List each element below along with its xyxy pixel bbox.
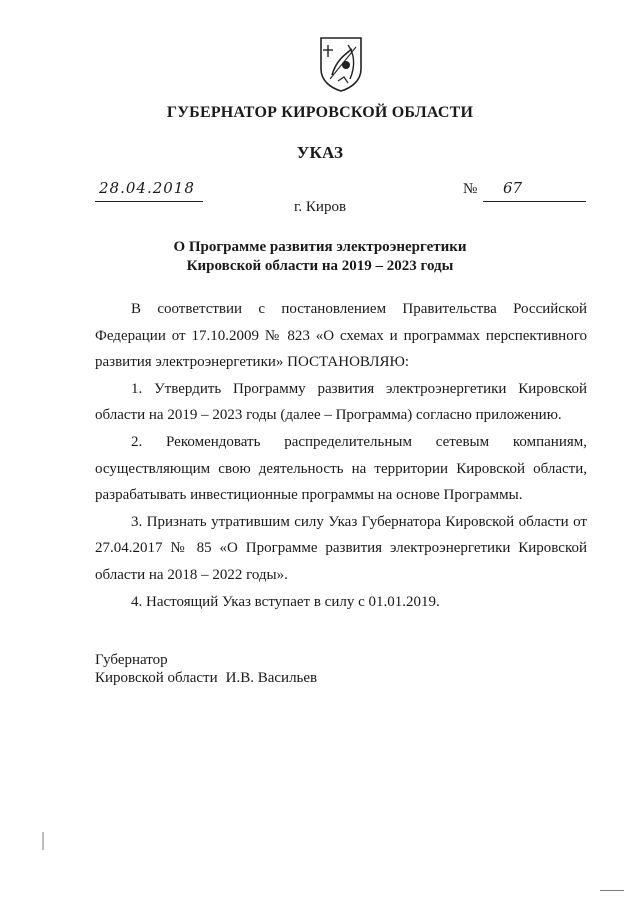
date-value: 28.04.2018 xyxy=(99,179,195,197)
clause-2-paragraph: 2. Рекомендовать распределительным сетевым компаниям, осуществляющим свою деятельность на территории Кировской области, разрабатывать инвестиционные программы на основе Программы. xyxy=(95,433,587,504)
document-subject xyxy=(0,238,640,276)
clause-3-paragraph: 3. Признать утратившим силу Указ Губернатора Кировской области от 27.04.2017 № 85 «О Программе развития электроэнергетики Кировской области на 2018 – 2022 годы». xyxy=(95,513,587,583)
number-label: № xyxy=(463,181,478,197)
clause-4-paragraph: 4. Настоящий Указ вступает в силу с 01.01.2019. xyxy=(131,593,440,610)
subject-line-1: О Программе развития электроэнергетики xyxy=(173,239,467,255)
clause-1-paragraph: 1. Утвердить Программу развития электроэнергетики Кировской области на 2019 – 2023 годы (далее – Программа) согласно приложению. xyxy=(95,380,587,424)
city: г. Киров xyxy=(293,199,347,215)
number-value: 67 xyxy=(503,179,523,197)
signature-block xyxy=(95,651,317,687)
coat-of-arms-emblem xyxy=(318,35,364,93)
preamble-paragraph: В соответствии с постановлением Правительства Российской Федерации от 17.10.2009 № 823 «О схемах и программах перспективного развития электроэнергетики» ПОСТАНОВЛЯЮ: xyxy=(95,301,587,371)
issuing-authority: ГУБЕРНАТОР КИРОВСКОЙ ОБЛАСТИ xyxy=(166,104,474,121)
scan-footer-mark xyxy=(600,890,624,891)
signature-row xyxy=(95,669,317,687)
document-type: УКАЗ xyxy=(296,143,344,162)
signatory-name: И.В. Васильев xyxy=(225,670,318,686)
subject-line-2: Кировской области на 2019 – 2023 годы xyxy=(186,258,454,274)
scan-margin-mark xyxy=(42,832,44,850)
signatory-position-line-2: Кировской области xyxy=(95,670,218,686)
signatory-position-line-1: Губернатор xyxy=(95,652,168,668)
document-body xyxy=(95,296,587,615)
